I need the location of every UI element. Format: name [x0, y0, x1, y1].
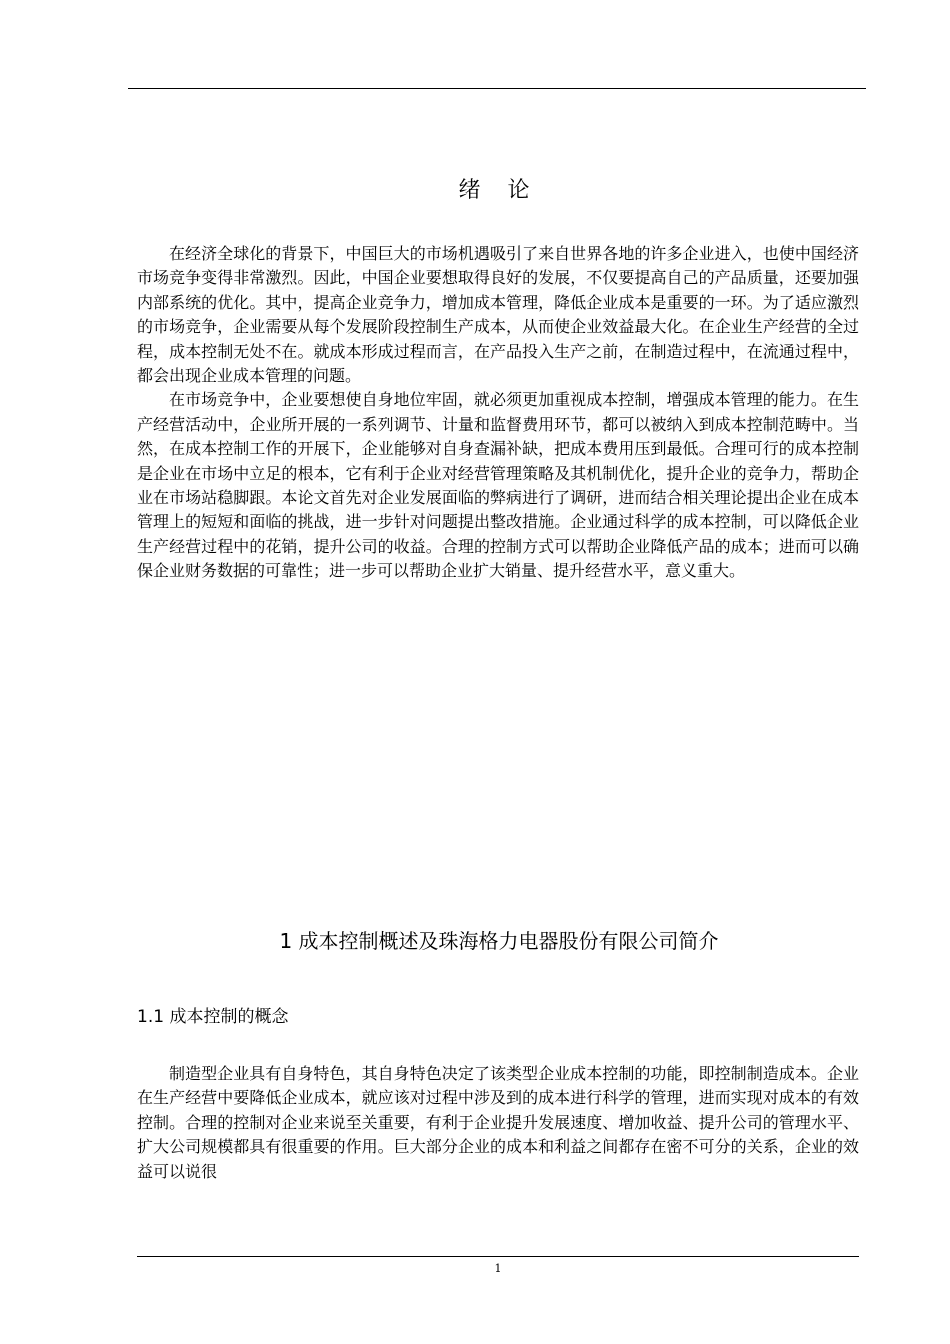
intro-body [137, 242, 859, 584]
header-rule [128, 88, 866, 89]
footer-rule [137, 1256, 859, 1257]
page-number: 1 [494, 1262, 502, 1275]
section-paragraph-1: 制造型企业具有自身特色，其自身特色决定了该类型企业成本控制的功能，即控制制造成本。企业在生产经营中要降低企业成本，就应该对过程中涉及到的成本进行科学的管理，进而实现对成本的有效控制。合理的控制对企业来说至关重要，有利于企业提升发展速度、增加收益、提升公司的管理水平、扩大公司规模都具有很重要的作用。巨大部分企业的成本和利益之间都存在密不可分的关系，企业的效益可以说很 [137, 1064, 859, 1181]
section-body [137, 1062, 859, 1184]
intro-paragraph-1: 在经济全球化的背景下，中国巨大的市场机遇吸引了来自世界各地的许多企业进入，也使中国经济市场竞争变得非常激烈。因此，中国企业要想取得良好的发展，不仅要提高自己的产品质量，还要加强内部系统的优化。其中，提高企业竞争力，增加成本管理，降低企业成本是重要的一环。为了适应激烈的市场竞争，企业需要从每个发展阶段控制生产成本，从而使企业效益最大化。在企业生产经营的全过程，成本控制无处不在。就成本形成过程而言，在产品投入生产之前，在制造过程中，在流通过程中，都会出现企业成本管理的问题。 [137, 244, 859, 386]
intro-paragraph-2: 在市场竞争中，企业要想使自身地位牢固，就必须更加重视成本控制，增强成本管理的能力。在生产经营活动中，企业所开展的一系列调节、计量和监督费用环节，都可以被纳入到成本控制范畴中。当然，在成本控制工作的开展下，企业能够对自身查漏补缺，把成本费用压到最低。合理可行的成本控制是企业在市场中立足的根本，它有利于企业对经营管理策略及其机制优化，提升企业的竞争力，帮助企业在市场站稳脚跟。本论文首先对企业发展面临的弊病进行了调研，进而结合相关理论提出企业在成本管理上的短短和面临的挑战，进一步针对问题提出整改措施。企业通过科学的成本控制，可以降低企业生产经营过程中的花销，提升公司的收益。合理的控制方式可以帮助企业降低产品的成本；进而可以确保企业财务数据的可靠性；进一步可以帮助企业扩大销量、提升经营水平，意义重大。 [137, 390, 859, 581]
intro-heading: 绪 论 [458, 178, 540, 203]
chapter-heading: 1 成本控制概述及珠海格力电器股份有限公司简介 [279, 929, 719, 953]
section-heading: 1.1 成本控制的概念 [137, 1007, 289, 1027]
